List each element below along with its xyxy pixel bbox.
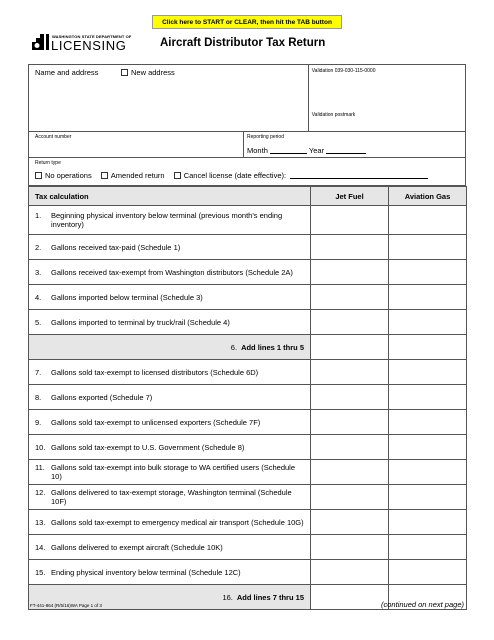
line-text: Gallons received tax-paid (Schedule 1) bbox=[51, 242, 181, 252]
form-id: FT-441-864 (R/5/16)WA Page 1 of 3 bbox=[30, 603, 102, 608]
aviation-gas-input[interactable] bbox=[389, 285, 467, 310]
cancel-date-field[interactable] bbox=[290, 178, 428, 179]
return-type-label: Return type bbox=[35, 160, 61, 166]
line-number: 9. bbox=[35, 417, 42, 427]
jet-fuel-input[interactable] bbox=[311, 510, 389, 535]
line-number: 3. bbox=[35, 267, 42, 277]
line-text: Gallons sold tax-exempt into bulk storage to WA certified users (Schedule 10) bbox=[51, 463, 296, 481]
logo-wordmark: LICENSING bbox=[51, 38, 127, 53]
validation-cell bbox=[309, 65, 465, 131]
form-title: Aircraft Distributor Tax Return bbox=[160, 37, 326, 49]
line-text: Add lines 1 thru 5 bbox=[241, 342, 304, 352]
table-row bbox=[29, 385, 467, 410]
line-number: 13. bbox=[35, 517, 46, 527]
aviation-gas-input[interactable] bbox=[389, 435, 467, 460]
year-label: Year bbox=[308, 146, 325, 155]
line-number: 7. bbox=[35, 367, 42, 377]
new-address-option[interactable] bbox=[121, 68, 175, 77]
line-description bbox=[29, 435, 311, 460]
dol-logo-icon bbox=[30, 33, 50, 51]
aviation-gas-input[interactable] bbox=[389, 235, 467, 260]
line-text: Gallons sold tax-exempt to U.S. Government (Schedule 8) bbox=[51, 442, 245, 452]
line-number: 5. bbox=[35, 317, 42, 327]
jet-fuel-input[interactable] bbox=[311, 485, 389, 510]
table-row bbox=[29, 260, 467, 285]
table-row bbox=[29, 235, 467, 260]
tax-calculation-table bbox=[28, 186, 467, 610]
validation-postmark-label: Validation postmark bbox=[311, 112, 356, 118]
jet-fuel-input[interactable] bbox=[311, 235, 389, 260]
reporting-period-cell bbox=[244, 132, 465, 157]
line-description bbox=[29, 485, 311, 510]
new-address-checkbox[interactable] bbox=[121, 69, 128, 76]
jet-fuel-input[interactable] bbox=[311, 460, 389, 485]
line-description bbox=[29, 260, 311, 285]
reporting-period-label: Reporting period bbox=[247, 134, 284, 140]
line-text: Gallons imported below terminal (Schedule 3) bbox=[51, 292, 203, 302]
line-number: 14. bbox=[35, 542, 46, 552]
aviation-gas-input[interactable] bbox=[389, 510, 467, 535]
aviation-gas-input[interactable] bbox=[389, 460, 467, 485]
month-label: Month bbox=[247, 146, 268, 155]
month-field[interactable] bbox=[270, 153, 307, 154]
line-text: Gallons sold tax-exempt to unlicensed exporters (Schedule 7F) bbox=[51, 417, 261, 427]
line-description bbox=[29, 560, 311, 585]
table-row bbox=[29, 285, 467, 310]
line-description bbox=[29, 410, 311, 435]
account-number-label: Account number bbox=[35, 134, 72, 140]
cancel-license-label: Cancel license (date effective): bbox=[183, 171, 287, 180]
jet-fuel-input[interactable] bbox=[311, 335, 389, 360]
jet-fuel-input[interactable] bbox=[311, 206, 389, 235]
jet-fuel-input[interactable] bbox=[311, 285, 389, 310]
aviation-gas-input[interactable] bbox=[389, 485, 467, 510]
table-row bbox=[29, 510, 467, 535]
jet-fuel-input[interactable] bbox=[311, 360, 389, 385]
tax-calculation-header: Tax calculation bbox=[29, 187, 311, 206]
line-text: Ending physical inventory below terminal (Schedule 12C) bbox=[51, 567, 241, 577]
cancel-license-checkbox[interactable] bbox=[174, 172, 181, 179]
table-row bbox=[29, 310, 467, 335]
aviation-gas-input[interactable] bbox=[389, 310, 467, 335]
validation-label: Validation 039-030-115-0000 bbox=[311, 68, 376, 74]
line-text: Add lines 7 thru 15 bbox=[236, 592, 304, 602]
jet-fuel-input[interactable] bbox=[311, 410, 389, 435]
line-number: 6. bbox=[230, 342, 238, 352]
amended-return-checkbox[interactable] bbox=[101, 172, 108, 179]
line-text: Gallons delivered to tax-exempt storage, Washington terminal (Schedule 10F) bbox=[51, 488, 292, 506]
line-description bbox=[29, 310, 311, 335]
line-description bbox=[29, 385, 311, 410]
line-description bbox=[29, 360, 311, 385]
aviation-gas-input[interactable] bbox=[389, 206, 467, 235]
line-number: 4. bbox=[35, 292, 42, 302]
no-operations-checkbox[interactable] bbox=[35, 172, 42, 179]
jet-fuel-header: Jet Fuel bbox=[311, 187, 389, 206]
line-text: Gallons sold tax-exempt to licensed distributors (Schedule 6D) bbox=[51, 367, 259, 377]
line-text: Gallons sold tax-exempt to emergency medical air transport (Schedule 10G) bbox=[51, 517, 304, 527]
no-operations-label: No operations bbox=[45, 171, 92, 180]
line-number: 2. bbox=[35, 242, 42, 252]
jet-fuel-input[interactable] bbox=[311, 310, 389, 335]
aviation-gas-input[interactable] bbox=[389, 335, 467, 360]
line-number: 11. bbox=[35, 463, 45, 472]
line-number: 12. bbox=[35, 488, 46, 497]
table-row bbox=[29, 206, 467, 235]
table-row bbox=[29, 535, 467, 560]
name-address-cell[interactable] bbox=[29, 65, 309, 131]
year-field[interactable] bbox=[326, 153, 366, 154]
line-description bbox=[29, 206, 311, 235]
aviation-gas-input[interactable] bbox=[389, 410, 467, 435]
line-description bbox=[29, 535, 311, 560]
table-row bbox=[29, 460, 467, 485]
table-row bbox=[29, 360, 467, 385]
table-row bbox=[29, 410, 467, 435]
line-number: 16. bbox=[222, 592, 233, 602]
aviation-gas-input[interactable] bbox=[389, 535, 467, 560]
line-number: 1. bbox=[35, 211, 42, 220]
start-clear-button[interactable]: Click here to START or CLEAR, then hit the TAB button bbox=[152, 15, 342, 29]
line-text: Gallons exported (Schedule 7) bbox=[51, 392, 153, 402]
return-type-cell bbox=[29, 158, 465, 185]
jet-fuel-input[interactable] bbox=[311, 385, 389, 410]
line-description bbox=[29, 460, 311, 485]
amended-return-label: Amended return bbox=[110, 171, 165, 180]
account-number-cell[interactable] bbox=[29, 132, 244, 157]
line-number: 15. bbox=[35, 567, 46, 577]
name-address-label: Name and address bbox=[35, 68, 99, 77]
new-address-label: New address bbox=[131, 68, 175, 77]
aviation-gas-input[interactable] bbox=[389, 560, 467, 585]
table-row bbox=[29, 485, 467, 510]
table-row bbox=[29, 560, 467, 585]
jet-fuel-input[interactable] bbox=[311, 560, 389, 585]
line-description bbox=[29, 510, 311, 535]
header-block bbox=[28, 64, 466, 186]
line-number: 10. bbox=[35, 442, 46, 452]
aviation-gas-input[interactable] bbox=[389, 385, 467, 410]
line-text: Gallons received tax-exempt from Washington distributors (Schedule 2A) bbox=[51, 267, 293, 277]
line-number: 8. bbox=[35, 392, 42, 402]
table-row bbox=[29, 435, 467, 460]
jet-fuel-input[interactable] bbox=[311, 260, 389, 285]
jet-fuel-input[interactable] bbox=[311, 535, 389, 560]
aviation-gas-input[interactable] bbox=[389, 260, 467, 285]
dol-logo bbox=[30, 33, 130, 53]
form-frame bbox=[28, 64, 466, 610]
line-description bbox=[29, 335, 311, 360]
line-text: Gallons delivered to exempt aircraft (Schedule 10K) bbox=[51, 542, 223, 552]
aviation-gas-header: Aviation Gas bbox=[389, 187, 467, 206]
line-description bbox=[29, 235, 311, 260]
line-description bbox=[29, 285, 311, 310]
line-text: Beginning physical inventory below terminal (previous month's ending inventory) bbox=[51, 211, 283, 229]
jet-fuel-input[interactable] bbox=[311, 435, 389, 460]
line-text: Gallons imported to terminal by truck/rail (Schedule 4) bbox=[51, 317, 230, 327]
table-total-row bbox=[29, 335, 467, 360]
continued-note: (continued on next page) bbox=[381, 600, 464, 609]
logo-subtitle: WASHINGTON STATE DEPARTMENT OF bbox=[52, 34, 132, 39]
jet-fuel-input[interactable] bbox=[311, 585, 389, 610]
aviation-gas-input[interactable] bbox=[389, 360, 467, 385]
